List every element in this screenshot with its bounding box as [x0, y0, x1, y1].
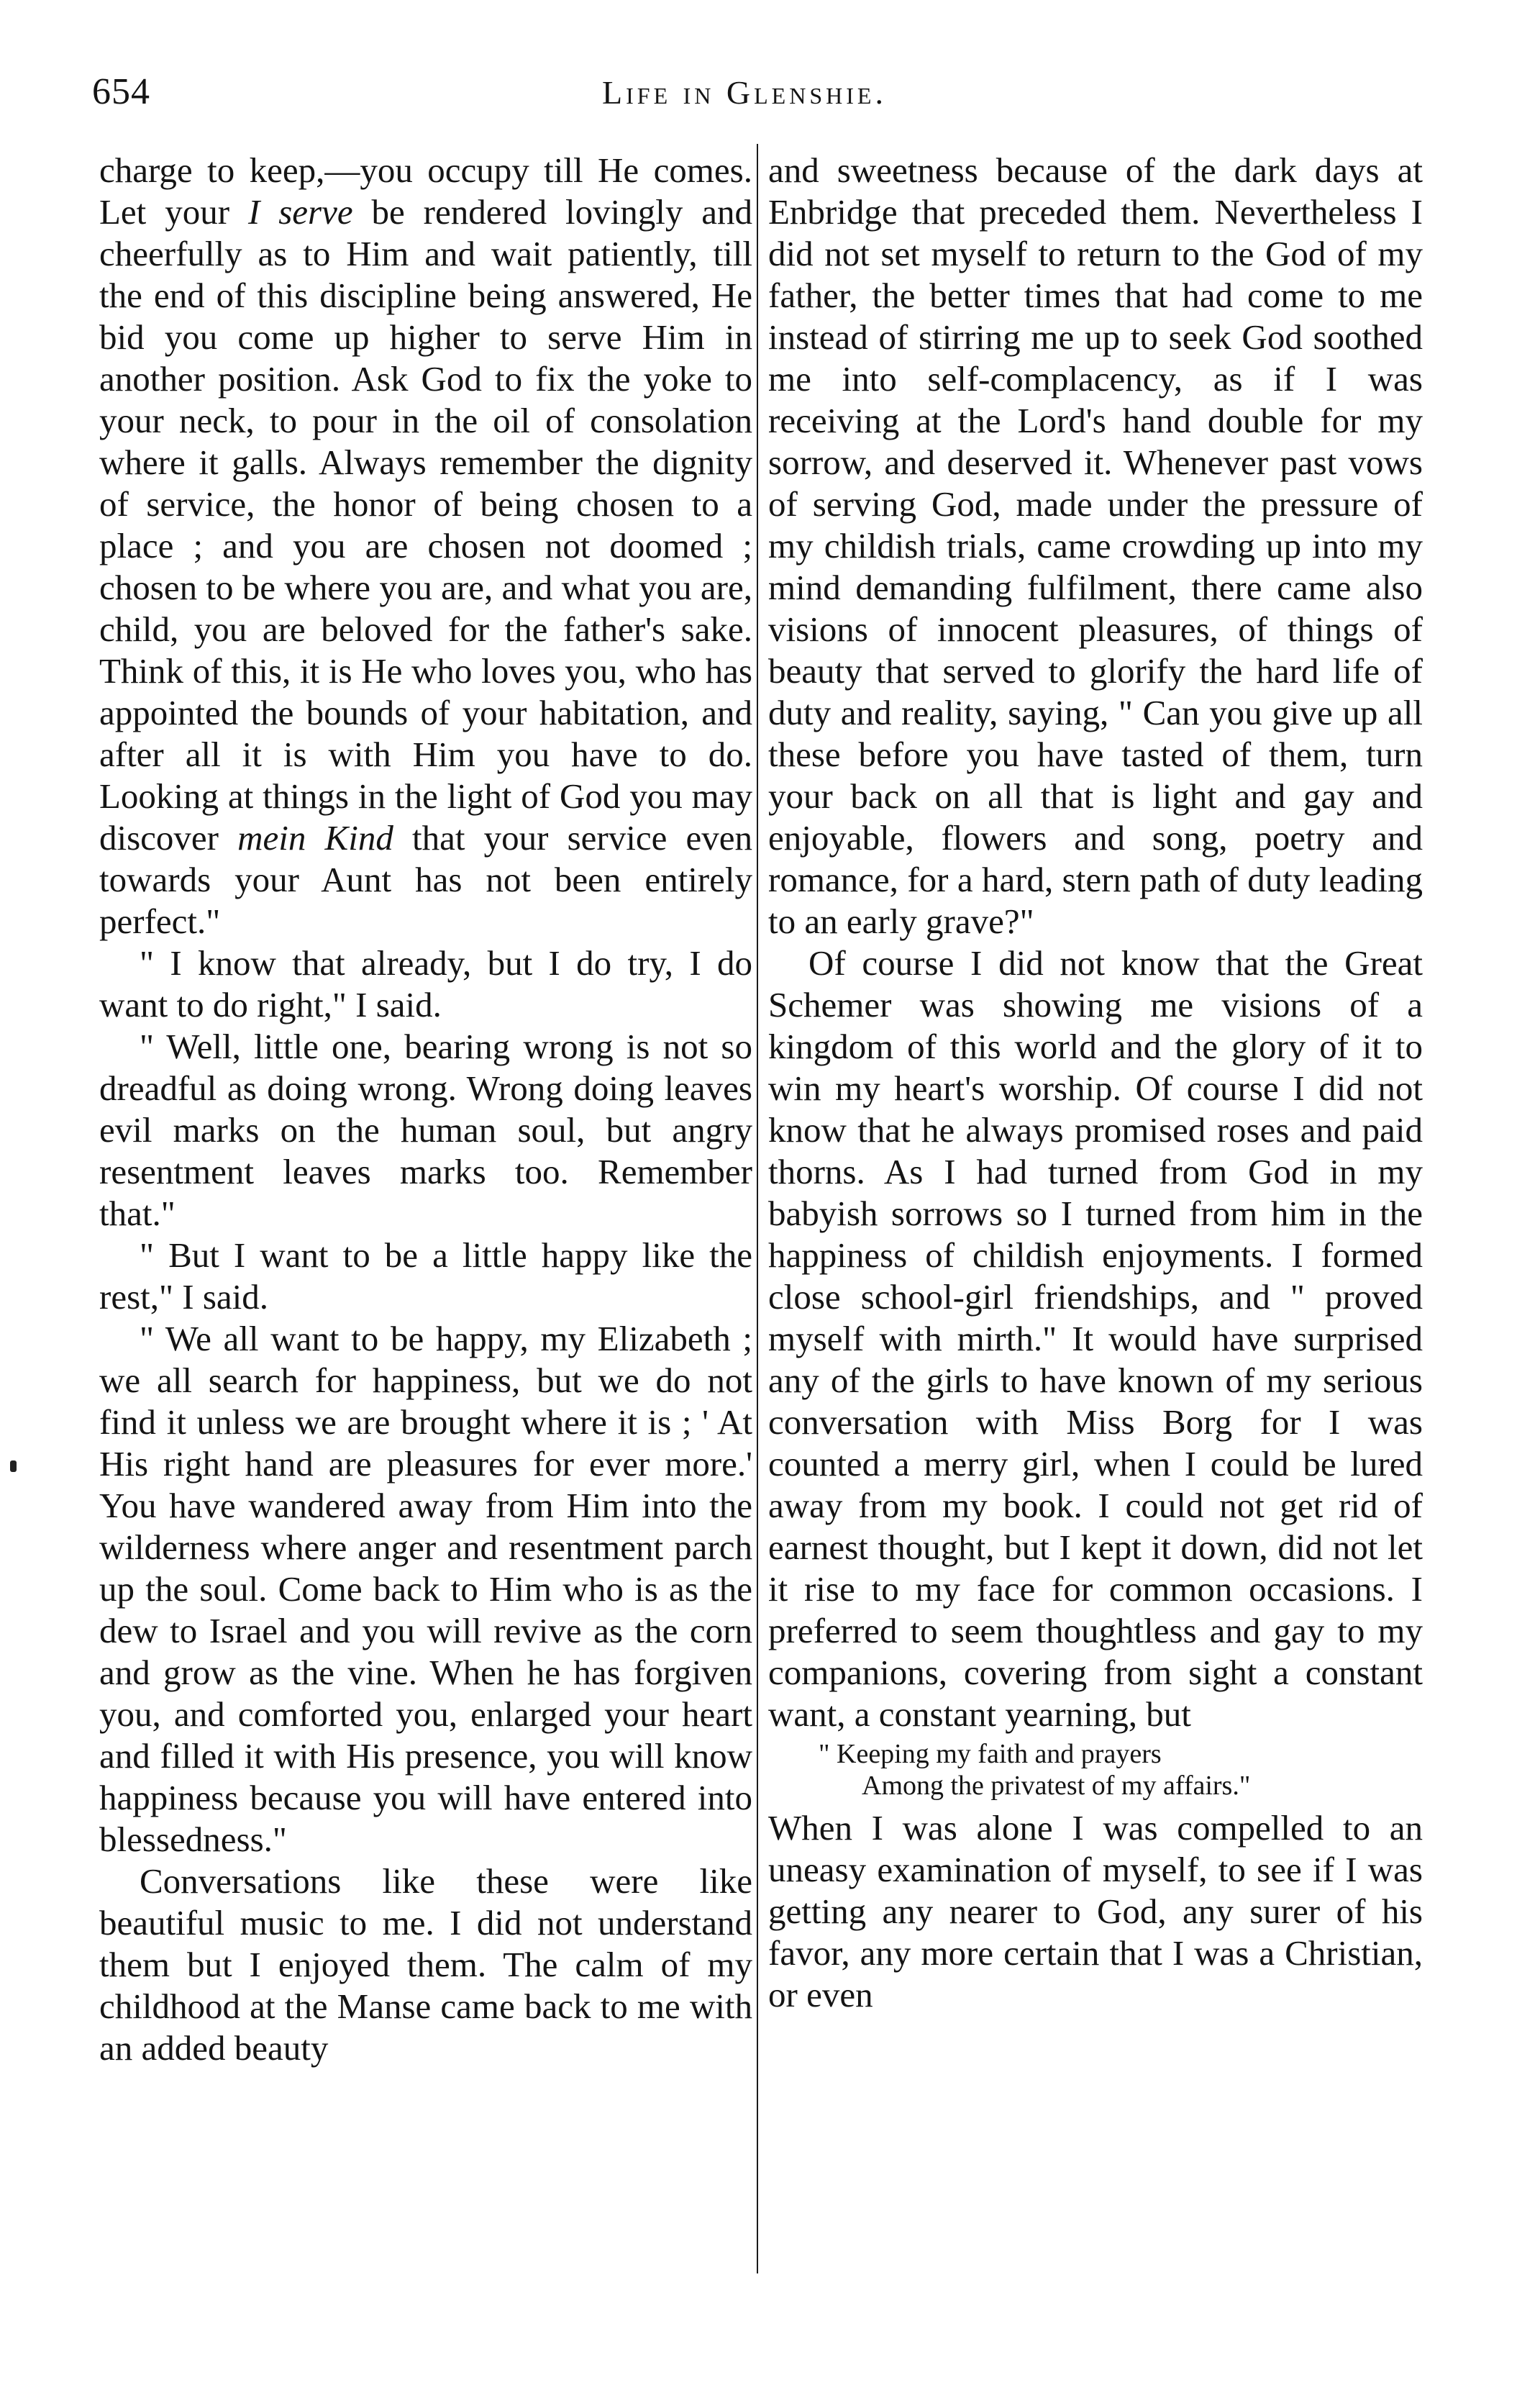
- italic-phrase: I serve: [247, 192, 353, 232]
- paragraph: When I was alone I was compelled to an uneasy examination of myself, to see if I was getting any nearer to God, any surer of his favor, any more certain that I was a Christian, or even: [768, 1808, 1423, 2014]
- verse-line: Among the privatest of my affairs.": [862, 1771, 1251, 1801]
- paragraph: " Well, little one, bearing wrong is not so dreadful as doing wrong. Wrong doing leaves evil marks on the human soul, but angry resentment leaves marks too. Remember that.": [99, 1027, 752, 1233]
- left-column: [99, 150, 752, 2069]
- paragraph: and sweetness because of the dark days at Enbridge that preceded them. Nevertheless I did not set myself to return to the God of my father, the better times that had come to me instead of stirring me up to seek God soothed me into self-complacency, as if I was receiving at the Lord's hand double for my sorrow, and deserved it. Whenever past vows of serving God, made under the pressure of my childish trials, came crowding up into my mind demanding fulfilment, there came also visions of innocent pleasures, of things of beauty that served to glorify the hard life of duty and reality, saying, " Can you give up all these before you have tasted of them, turn your back on all that is light and gay and enjoyable, flowers and song, poetry and romance, for a hard, stern path of duty leading to an early grave?": [768, 150, 1423, 941]
- paragraph: Of course I did not know that the Great Schemer was showing me visions of a kingdom of this world and the glory of it to win my heart's worship. Of course I did not know that he always promised roses and paid thorns. As I had turned from God in my babyish sorrows so I turned from him in the happiness of childish enjoyments. I formed close school-girl friendships, and " proved myself with mirth." It would have surprised any of the girls to have known of my serious conversation with Miss Borg for I was counted a merry girl, when I could be lured away from my book. I could not get rid of earnest thought, but I kept it down, did not let it rise to my face for common occasions. I preferred to seem thoughtless and gay to my companions, covering from sight a constant want, a constant yearning, but: [768, 943, 1423, 1734]
- paragraph: charge to keep,—you occupy till He comes. Let your I serve be rendered lovingly and cheerfully as to Him and wait patiently, till the end of this discipline being answered, He bid you come up higher to serve Him in another position. Ask God to fix the yoke to your neck, to pour in the oil of consolation where it galls. Always remember the dignity of service, the honor of being chosen to a place ; and you are chosen not doomed ; chosen to be where you are, and what you are, child, you are beloved for the father's sake. Think of this, it is He who loves you, who has appointed the bounds of your habitation, and after all it is with Him you have to do. Looking at things in the light of God you may discover mein Kind that your service even towards your Aunt has not been entirely perfect.": [99, 150, 752, 941]
- margin-mark: [10, 1460, 17, 1472]
- paragraph: " We all want to be happy, my Elizabeth ; we all search for happiness, but we do not find it unless we are brought where it is ; ' At His right hand are pleasures for ever more.' You have wandered away from Him into the wilderness where anger and resentment parch up the soul. Come back to Him who is as the dew to Israel and you will revive as the corn and grow as the vine. When he has forgiven you, and comforted you, enlarged your heart and filled it with His presence, you will know happiness because you will have entered into blessedness.": [99, 1319, 752, 1859]
- paragraph: Conversations like these were like beautiful music to me. I did not understand them but I enjoyed them. The calm of my childhood at the Manse came back to me with an added beauty: [99, 1861, 752, 2068]
- italic-phrase: mein Kind: [237, 818, 393, 858]
- right-column: [768, 150, 1423, 2016]
- page-number: 654: [92, 71, 150, 112]
- paragraph: " I know that already, but I do try, I do want to do right," I said.: [99, 943, 752, 1024]
- verse-line: " Keeping my faith and prayers: [819, 1739, 1162, 1769]
- page-header: [86, 71, 1403, 128]
- verse-quotation: [768, 1738, 1423, 1802]
- running-title: Life in Glenshie.: [602, 74, 887, 111]
- column-divider: [757, 144, 758, 2273]
- paragraph: " But I want to be a little happy like the rest," I said.: [99, 1235, 752, 1317]
